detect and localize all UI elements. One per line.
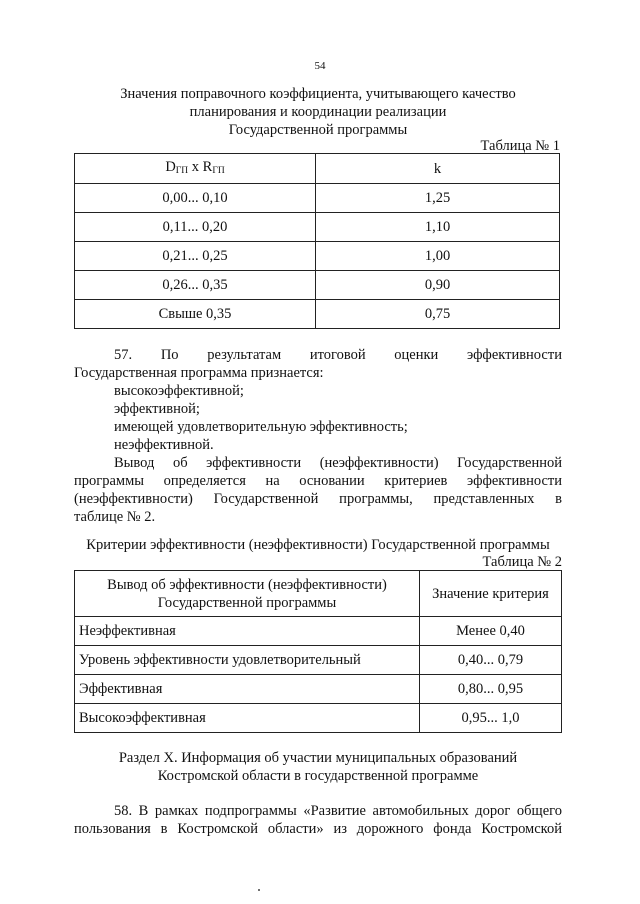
header-cell-k: k bbox=[316, 154, 560, 184]
paragraph-line: 58. В рамках подпрограммы «Развитие автомобильных дорог общего bbox=[114, 803, 562, 819]
scan-speck bbox=[258, 889, 260, 891]
paragraph-word: оценки bbox=[394, 347, 439, 363]
table-cell: 0,11... 0,20 bbox=[75, 213, 316, 242]
table-row bbox=[75, 646, 562, 675]
header-cell-dr bbox=[75, 154, 316, 184]
evaluation-list bbox=[74, 382, 562, 454]
list-item: эффективной; bbox=[114, 401, 200, 417]
paragraph-word: результатам bbox=[207, 347, 282, 363]
table-cell: 0,80... 0,95 bbox=[420, 675, 562, 704]
table-cell: 1,25 bbox=[316, 184, 560, 213]
header-subscript: ГП bbox=[212, 165, 225, 176]
header-cell-criterion: Значение критерия bbox=[420, 571, 562, 617]
paragraph-line: пользования в Костромской области» из дорожного фонда Костромской bbox=[74, 821, 562, 837]
header-d-symbol: D bbox=[165, 158, 176, 175]
header-r-symbol: x R bbox=[188, 158, 213, 175]
table-cell: 0,26... 0,35 bbox=[75, 271, 316, 300]
paragraph-first-line bbox=[74, 346, 562, 364]
paragraph-line: Вывод об эффективности (неэффективности) Государственной bbox=[114, 455, 562, 471]
section-heading bbox=[74, 749, 562, 785]
table-cell: 0,21... 0,25 bbox=[75, 242, 316, 271]
paragraph-line: программы определяется на основании критериев эффективности bbox=[74, 473, 562, 489]
section-heading-line: Раздел X. Информация об участии муниципальных образований bbox=[118, 750, 518, 766]
list-item: имеющей удовлетворительную эффективность; bbox=[114, 419, 408, 435]
table-cell: Уровень эффективности удовлетворительный bbox=[75, 646, 420, 675]
criteria-table bbox=[74, 570, 562, 733]
section-heading-line: Костромской области в государственной программе bbox=[157, 768, 479, 784]
table-cell: 0,90 bbox=[316, 271, 560, 300]
table-cell: 1,00 bbox=[316, 242, 560, 271]
table-cell: Менее 0,40 bbox=[420, 617, 562, 646]
table-header-row bbox=[75, 571, 562, 617]
table-row bbox=[75, 184, 560, 213]
table-cell: Эффективная bbox=[75, 675, 420, 704]
table-cell: 0,40... 0,79 bbox=[420, 646, 562, 675]
table-cell: 0,75 bbox=[316, 300, 560, 329]
paragraph-word: итоговой bbox=[309, 347, 366, 363]
paragraph-58 bbox=[74, 802, 562, 838]
conclusion-paragraph bbox=[74, 454, 562, 526]
table-row bbox=[75, 675, 562, 704]
coefficient-table bbox=[74, 153, 560, 329]
paragraph-line: (неэффективности) Государственной программы, представленных в bbox=[74, 491, 562, 507]
table-row bbox=[75, 617, 562, 646]
paragraph-line: Государственная программа признается: bbox=[74, 365, 324, 381]
table-row bbox=[75, 213, 560, 242]
list-item: высокоэффективной; bbox=[114, 383, 244, 399]
table-cell: 0,00... 0,10 bbox=[75, 184, 316, 213]
paragraph-line: таблице № 2. bbox=[74, 509, 156, 525]
page-number: 54 bbox=[314, 60, 326, 72]
paragraph-word: По bbox=[160, 347, 179, 363]
table-cell: Свыше 0,35 bbox=[75, 300, 316, 329]
header-subscript: ГП bbox=[175, 165, 189, 176]
table1-title-line: Значения поправочного коэффициента, учитывающего качество bbox=[120, 86, 516, 102]
table1-title-line: Государственной программы bbox=[228, 122, 408, 138]
table1-title bbox=[74, 85, 562, 139]
paragraph-word: 57. bbox=[114, 347, 133, 363]
table-row bbox=[75, 704, 562, 733]
table1-label: Таблица № 1 bbox=[480, 138, 560, 154]
table1-title-line: планирования и координации реализации bbox=[189, 104, 447, 120]
list-item: неэффективной. bbox=[114, 437, 214, 453]
table2-label: Таблица № 2 bbox=[482, 554, 562, 570]
table-cell: Высокоэффективная bbox=[75, 704, 420, 733]
table-header-row bbox=[75, 154, 560, 184]
paragraph-57 bbox=[74, 346, 562, 526]
header-cell-conclusion bbox=[75, 571, 420, 617]
paragraph-word: эффективности bbox=[466, 347, 562, 363]
table-cell: 0,95... 1,0 bbox=[420, 704, 562, 733]
table-row bbox=[75, 242, 560, 271]
table-row bbox=[75, 271, 560, 300]
header-line: Государственной программы bbox=[157, 594, 337, 611]
table-cell: 1,10 bbox=[316, 213, 560, 242]
table-cell: Неэффективная bbox=[75, 617, 420, 646]
table2-title: Критерии эффективности (неэффективности) Государственной программы bbox=[86, 537, 550, 553]
header-line: Вывод об эффективности (неэффективности) bbox=[107, 576, 387, 593]
table-row bbox=[75, 300, 560, 329]
